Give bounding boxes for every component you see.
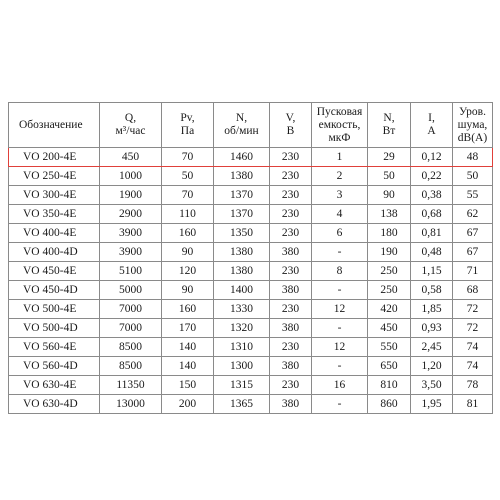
table-cell: 13000: [100, 395, 162, 414]
table-row: [9, 224, 493, 243]
table-cell: 1300: [214, 357, 270, 376]
table-cell: 3900: [100, 243, 162, 262]
table-cell: 1320: [214, 319, 270, 338]
table-row: [9, 338, 493, 357]
header-text-line: dB(A): [457, 131, 488, 144]
table-cell: 8: [312, 262, 368, 281]
table-cell: 230: [270, 338, 312, 357]
header-flow: [100, 103, 162, 148]
model-name-cell: VO 400-4D: [9, 243, 100, 262]
table-cell: 12: [312, 338, 368, 357]
header-text-line: емкость,: [318, 118, 361, 131]
table-cell: 0,48: [411, 243, 453, 262]
table-cell: 380: [270, 395, 312, 414]
table-cell: 810: [368, 376, 411, 395]
model-name-cell: VO 350-4E: [9, 205, 100, 224]
table-cell: 1330: [214, 300, 270, 319]
model-name-cell: VO 500-4E: [9, 300, 100, 319]
model-name-cell: VO 200-4E: [9, 148, 100, 167]
model-name-cell: VO 630-4D: [9, 395, 100, 414]
table-row: [9, 300, 493, 319]
table-cell: 0,12: [411, 148, 453, 167]
table-cell: 170: [162, 319, 214, 338]
table-cell: 230: [270, 167, 312, 186]
table-cell: 250: [368, 262, 411, 281]
table-cell: 0,58: [411, 281, 453, 300]
table-cell: 230: [270, 376, 312, 395]
table-cell: 250: [368, 281, 411, 300]
table-cell: 380: [270, 357, 312, 376]
table-cell: 200: [162, 395, 214, 414]
table-cell: 230: [270, 300, 312, 319]
table-cell: 3,50: [411, 376, 453, 395]
header-text-line: В: [286, 125, 295, 137]
table-cell: 160: [162, 224, 214, 243]
header-pressure: [162, 103, 214, 148]
table-cell: -: [312, 395, 368, 414]
table-cell: 140: [162, 338, 214, 357]
model-name-cell: VO 300-4E: [9, 186, 100, 205]
table-cell: -: [312, 243, 368, 262]
table-row-highlighted: [9, 148, 493, 167]
table-cell: 450: [100, 148, 162, 167]
table-cell: 7000: [100, 300, 162, 319]
table-row: [9, 357, 493, 376]
header-text-line: Пусковая: [316, 105, 363, 118]
table-cell: 1,15: [411, 262, 453, 281]
table-cell: 1380: [214, 243, 270, 262]
table-cell: 70: [162, 148, 214, 167]
table-row: [9, 205, 493, 224]
table-cell: 71: [453, 262, 493, 281]
table-cell: 110: [162, 205, 214, 224]
table-cell: 81: [453, 395, 493, 414]
table-cell: 230: [270, 186, 312, 205]
table-cell: 50: [368, 167, 411, 186]
table-row: [9, 376, 493, 395]
table-row: [9, 243, 493, 262]
table-cell: 160: [162, 300, 214, 319]
table-cell: 74: [453, 357, 493, 376]
table-cell: 230: [270, 148, 312, 167]
table-cell: 2: [312, 167, 368, 186]
table-cell: 5100: [100, 262, 162, 281]
table-cell: 50: [162, 167, 214, 186]
header-current: [411, 103, 453, 148]
header-text-line: А: [427, 125, 436, 137]
fan-spec-table: [8, 102, 493, 414]
model-name-cell: VO 500-4D: [9, 319, 100, 338]
table-cell: 550: [368, 338, 411, 357]
table-cell: 230: [270, 262, 312, 281]
table-cell: 55: [453, 186, 493, 205]
header-text-line: шума,: [457, 118, 488, 131]
table-cell: 74: [453, 338, 493, 357]
table-cell: 50: [453, 167, 493, 186]
table-cell: -: [312, 319, 368, 338]
table-cell: 1000: [100, 167, 162, 186]
table-body: [9, 148, 493, 414]
table-cell: 8500: [100, 338, 162, 357]
table-cell: 650: [368, 357, 411, 376]
table-cell: 0,93: [411, 319, 453, 338]
table-cell: 380: [270, 319, 312, 338]
table-cell: 78: [453, 376, 493, 395]
model-name-cell: VO 630-4E: [9, 376, 100, 395]
table-cell: 72: [453, 300, 493, 319]
header-text-line: Обозначение: [19, 118, 83, 131]
table-cell: 1,95: [411, 395, 453, 414]
table-cell: 0,22: [411, 167, 453, 186]
table-row: [9, 262, 493, 281]
table-cell: 7000: [100, 319, 162, 338]
table-cell: 380: [270, 243, 312, 262]
header-text-line: м³/час: [115, 125, 146, 137]
table-cell: 29: [368, 148, 411, 167]
table-cell: 1900: [100, 186, 162, 205]
table-cell: 120: [162, 262, 214, 281]
header-designation: [9, 103, 100, 148]
table-cell: 6: [312, 224, 368, 243]
table-cell: -: [312, 357, 368, 376]
table-cell: 48: [453, 148, 493, 167]
model-name-cell: VO 250-4E: [9, 167, 100, 186]
header-capacitor: [312, 103, 368, 148]
table-cell: 1: [312, 148, 368, 167]
table-cell: 1350: [214, 224, 270, 243]
table-cell: 90: [162, 281, 214, 300]
table-cell: 420: [368, 300, 411, 319]
table-row: [9, 319, 493, 338]
table-cell: 138: [368, 205, 411, 224]
model-name-cell: VO 400-4E: [9, 224, 100, 243]
model-name-cell: VO 560-4D: [9, 357, 100, 376]
table-cell: 3: [312, 186, 368, 205]
table-cell: 0,68: [411, 205, 453, 224]
table-cell: 1,85: [411, 300, 453, 319]
table-cell: 16: [312, 376, 368, 395]
table-cell: 2900: [100, 205, 162, 224]
header-text-line: Q,: [124, 112, 137, 124]
header-text-line: об/мин: [224, 125, 259, 137]
table-cell: 190: [368, 243, 411, 262]
model-name-cell: VO 450-4D: [9, 281, 100, 300]
table-cell: 72: [453, 319, 493, 338]
table-cell: 0,38: [411, 186, 453, 205]
header-text-line: Уров.: [459, 105, 486, 118]
table-cell: 90: [368, 186, 411, 205]
table-row: [9, 395, 493, 414]
header-text-line: N,: [383, 112, 395, 124]
model-name-cell: VO 450-4E: [9, 262, 100, 281]
header-text-line: V,: [285, 112, 296, 124]
table-row: [9, 186, 493, 205]
header-rpm: [214, 103, 270, 148]
table-cell: 68: [453, 281, 493, 300]
table-cell: 1370: [214, 205, 270, 224]
table-cell: 8500: [100, 357, 162, 376]
table-cell: 62: [453, 205, 493, 224]
table-cell: 1310: [214, 338, 270, 357]
header-voltage: [270, 103, 312, 148]
header-text-line: мкФ: [328, 131, 351, 144]
table-cell: 70: [162, 186, 214, 205]
table-row: [9, 281, 493, 300]
table-cell: 90: [162, 243, 214, 262]
table-cell: 1,20: [411, 357, 453, 376]
table-cell: 1370: [214, 186, 270, 205]
table-cell: 230: [270, 205, 312, 224]
table-cell: 1400: [214, 281, 270, 300]
table-cell: 1460: [214, 148, 270, 167]
table-cell: 180: [368, 224, 411, 243]
table-cell: 1365: [214, 395, 270, 414]
table-cell: 380: [270, 281, 312, 300]
table-cell: 0,81: [411, 224, 453, 243]
table-cell: 450: [368, 319, 411, 338]
table-cell: 140: [162, 357, 214, 376]
table-cell: 5000: [100, 281, 162, 300]
header-noise: [453, 103, 493, 148]
table-cell: 12: [312, 300, 368, 319]
header-text-line: Вт: [382, 125, 396, 137]
table-row: [9, 167, 493, 186]
table-cell: 2,45: [411, 338, 453, 357]
table-cell: 67: [453, 224, 493, 243]
table-cell: 230: [270, 224, 312, 243]
header-power: [368, 103, 411, 148]
table-cell: 67: [453, 243, 493, 262]
table-header-row: [9, 103, 493, 148]
header-text-line: I,: [428, 112, 435, 124]
table-cell: 4: [312, 205, 368, 224]
header-text-line: Pv,: [180, 112, 195, 124]
table-cell: -: [312, 281, 368, 300]
table-cell: 1380: [214, 167, 270, 186]
table-cell: 1380: [214, 262, 270, 281]
header-text-line: Па: [180, 125, 195, 137]
table-cell: 860: [368, 395, 411, 414]
table-cell: 150: [162, 376, 214, 395]
table-cell: 3900: [100, 224, 162, 243]
model-name-cell: VO 560-4E: [9, 338, 100, 357]
table-cell: 1315: [214, 376, 270, 395]
table-cell: 11350: [100, 376, 162, 395]
header-text-line: N,: [235, 112, 248, 124]
